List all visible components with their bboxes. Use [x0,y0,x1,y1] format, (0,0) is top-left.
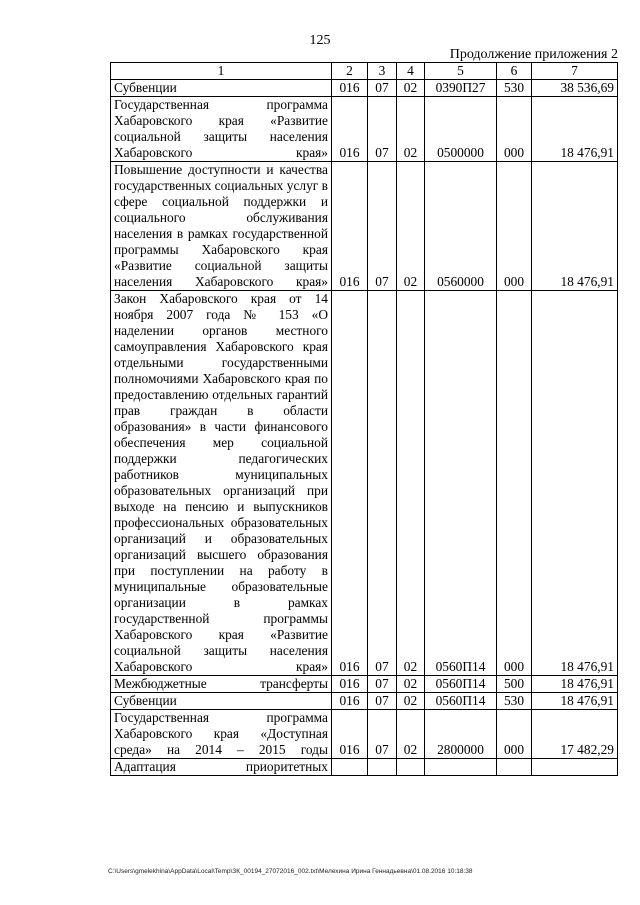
cell-expense-type: 500 [497,676,532,693]
continuation-caption: Продолжение приложения 2 [449,47,618,62]
cell-admin: 016 [332,693,368,710]
cell-expense-type: 000 [497,97,532,162]
cell-target: 0560000 [425,162,497,291]
table-row [111,162,618,291]
cell-section: 07 [368,162,397,291]
cell-subsection: 02 [397,80,425,97]
cell-subsection: 02 [397,291,425,676]
row-name: Субвенции [111,693,332,710]
cell-amount: 18 476,91 [532,97,618,162]
row-name: Повышение доступности и качества государственных социальных услуг в сфере социальной поддержки и социального обслуживания населения в рамках государственной программы Хабаровского края «Развитие социальной защиты населения Хабаровского края» [111,162,332,291]
column-header: 4 [397,63,425,80]
cell-target: 0500000 [425,97,497,162]
table-row [111,291,618,676]
cell-admin: 016 [332,162,368,291]
cell-admin: 016 [332,80,368,97]
cell-admin: 016 [332,676,368,693]
file-path-footer: C:\Users\gmelekhina\AppData\Local\Temp\ЗК_00194_27072016_002.txt\Мелехина Ирина Геннадьевна\01.08.2016 10:18:38 [108,868,473,875]
cell-subsection: 02 [397,710,425,759]
row-name: Адаптация приоритетных [111,759,332,776]
cell-amount: 38 536,69 [532,80,618,97]
column-header: 7 [532,63,618,80]
cell-expense-type: 000 [497,162,532,291]
row-name: Государственная программа Хабаровского края «Развитие социальной защиты населения Хабаровского края» [111,97,332,162]
cell-target: 0560П14 [425,291,497,676]
cell-target: 0560П14 [425,693,497,710]
cell-amount [532,759,618,776]
cell-target [425,759,497,776]
cell-subsection [397,759,425,776]
table-row [111,693,618,710]
table-row [111,80,618,97]
cell-amount: 18 476,91 [532,693,618,710]
column-header: 1 [111,63,332,80]
page-number: 125 [309,33,331,48]
row-name: Межбюджетные трансферты [111,676,332,693]
cell-section: 07 [368,80,397,97]
cell-section [368,759,397,776]
budget-table [110,62,618,776]
cell-section: 07 [368,710,397,759]
cell-expense-type [497,759,532,776]
cell-section: 07 [368,676,397,693]
table-row [111,676,618,693]
cell-admin: 016 [332,291,368,676]
table-row [111,97,618,162]
row-name: Закон Хабаровского края от 14 ноября 2007 года № 153 «О наделении органов местного самоуправления Хабаровского края отдельными государственными полномочиями Хабаровского края по предоставлению отдельных гарантий прав граждан в области образования» в части финансового обеспечения мер социальной поддержки педагогических работников муниципальных образовательных организаций при выходе на пенсию и выпускников профессиональных образовательных организаций и образовательных организаций высшего образования при поступлении на работу в муниципальные образовательные организации в рамках государственной программы Хабаровского края «Развитие социальной защиты населения Хабаровского края» [111,291,332,676]
cell-subsection: 02 [397,162,425,291]
cell-admin: 016 [332,97,368,162]
row-name: Государственная программа Хабаровского края «Доступная среда» на 2014 – 2015 годы [111,710,332,759]
cell-section: 07 [368,97,397,162]
cell-expense-type: 000 [497,291,532,676]
cell-admin: 016 [332,710,368,759]
cell-target: 0560П14 [425,676,497,693]
cell-amount: 18 476,91 [532,676,618,693]
cell-subsection: 02 [397,693,425,710]
table-header-row [111,63,618,80]
cell-target: 0390П27 [425,80,497,97]
cell-expense-type: 530 [497,693,532,710]
column-header: 3 [368,63,397,80]
column-header: 6 [497,63,532,80]
column-header: 5 [425,63,497,80]
cell-admin [332,759,368,776]
row-name: Субвенции [111,80,332,97]
cell-expense-type: 530 [497,80,532,97]
cell-section: 07 [368,291,397,676]
cell-target: 2800000 [425,710,497,759]
cell-subsection: 02 [397,97,425,162]
cell-amount: 18 476,91 [532,291,618,676]
cell-section: 07 [368,693,397,710]
cell-subsection: 02 [397,676,425,693]
table-row [111,710,618,759]
column-header: 2 [332,63,368,80]
cell-expense-type: 000 [497,710,532,759]
cell-amount: 18 476,91 [532,162,618,291]
cell-amount: 17 482,29 [532,710,618,759]
table-row [111,759,618,776]
